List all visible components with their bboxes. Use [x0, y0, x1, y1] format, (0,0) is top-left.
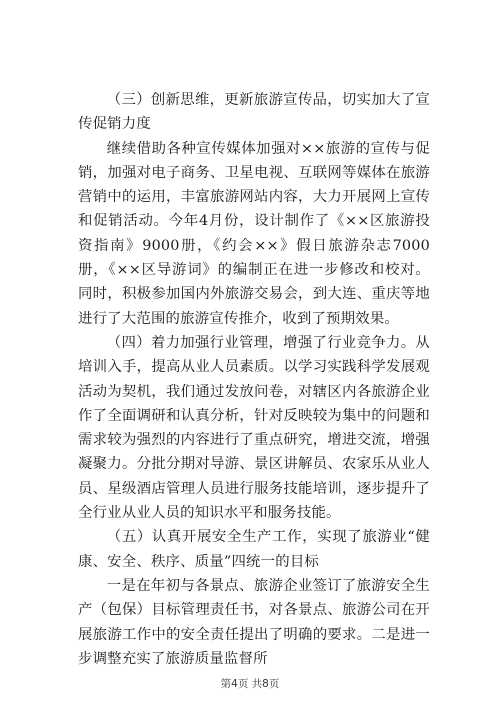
document-body [78, 88, 430, 671]
body-paragraph-safety: 一是在年初与各景点、旅游企业签订了旅游安全生产（包保）目标管理责任书，对各景点、旅游公司在开展旅游工作中的安全责任提出了明确的要求。二是进一步调整充实了旅游质量监督所 [78, 577, 430, 667]
section-heading-4-paragraph: （四）着力加强行业管理，增强了行业竞争力。从培训入手，提高从业人员素质。以学习实践科学发展观活动为契机，我们通过发放问卷，对辖区内各旅游企业作了全面调研和认真分析，针对反映较为集中的问题和需求较为强烈的内容进行了重点研究，增进交流，增强凝聚力。分批分期对导游、景区讲解员、农家乐从业人员、星级酒店管理人员进行服务技能培训，逐步提升了全行业从业人员的知识水平和服务技能。 [78, 334, 430, 522]
page-number-footer: 第4页 共8页 [220, 678, 280, 690]
body-paragraph-promotion: 继续借助各种宣传媒体加强对××旅游的宣传与促销，加强对电子商务、卫星电视、互联网等媒体在旅游营销中的运用，丰富旅游网站内容，大力开展网上宣传和促销活动。今年4月份，设计制作了《××区旅游投资指南》9000册，《约会××》假日旅游杂志7000册，《××区导游词》的编制正在进一步修改和校对。同时，积极参加国内外旅游交易会，到大连、重庆等地进行了大范围的旅游宣传推介，收到了预期效果。 [78, 140, 430, 327]
section-heading-5: （五）认真开展安全生产工作，实现了旅游业“健康、安全、秩序、质量”四统一的目标 [78, 529, 430, 570]
section-heading-3: （三）创新思维，更新旅游宣传品，切实加大了宣传促销力度 [78, 92, 430, 133]
